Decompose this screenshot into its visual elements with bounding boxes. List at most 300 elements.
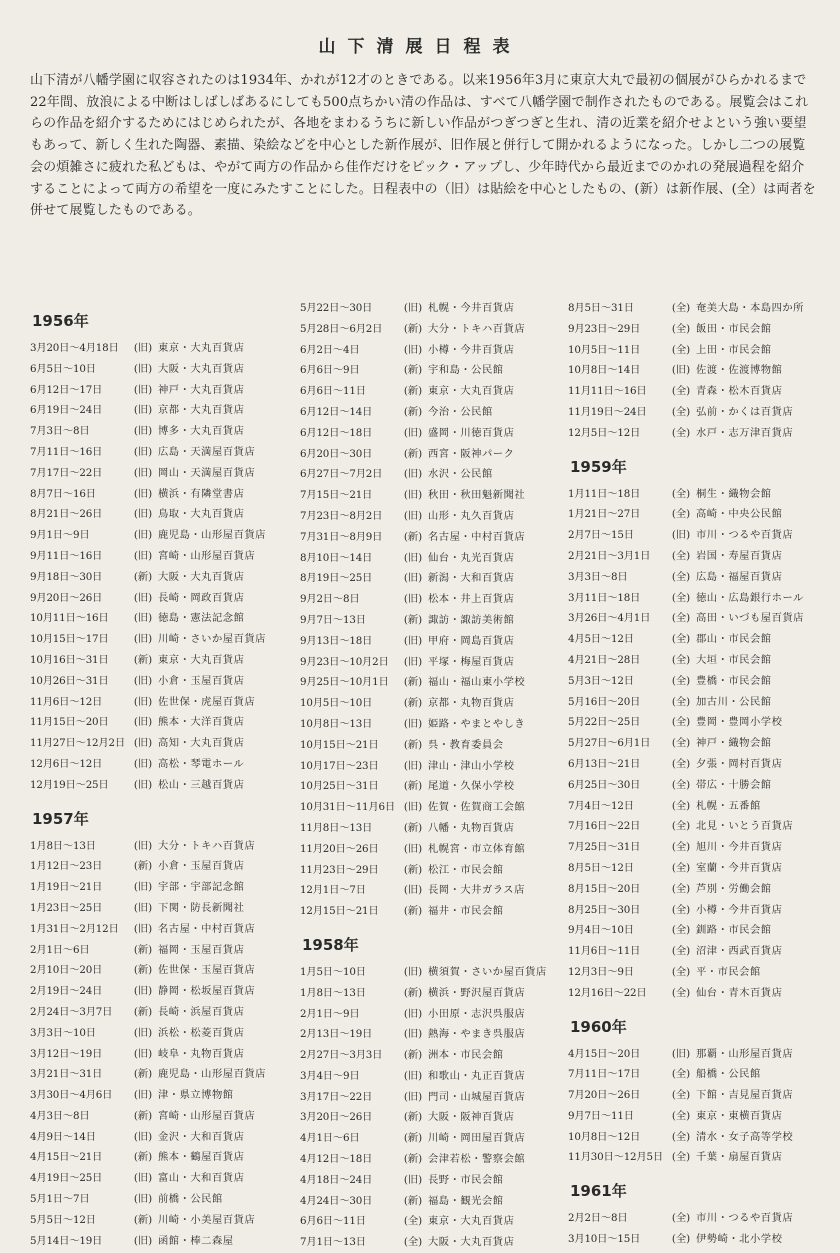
exhibition-type: (全) [671, 695, 691, 708]
venue: 徳山・広島銀行ホール [696, 591, 804, 604]
exhibition-type: (全) [671, 757, 691, 770]
venue: 小田原・志沢呉服店 [428, 1007, 526, 1020]
schedule-row [300, 797, 562, 818]
schedule-date: 3月30日～4月6日 [30, 1089, 113, 1102]
schedule-row [300, 423, 562, 444]
exhibition-type: (全) [671, 1109, 691, 1122]
schedule-date: 2月13日～19日 [300, 1028, 373, 1041]
venue: 郡山・市民会館 [696, 633, 772, 646]
venue: 佐世保・玉屋百貨店 [158, 964, 256, 977]
venue: 徳島・憲法記念館 [158, 612, 245, 625]
venue: 高知・大丸百貨店 [158, 737, 245, 750]
schedule-row [568, 712, 820, 733]
schedule-row [568, 775, 820, 796]
schedule-row [300, 548, 562, 569]
schedule-row [568, 525, 820, 546]
exhibition-type: (全) [671, 1233, 691, 1246]
schedule-date: 9月4日～10日 [568, 924, 634, 937]
venue: 横浜・野沢屋百貨店 [428, 986, 526, 999]
schedule-row [568, 650, 820, 671]
year-heading: 1958年 [302, 935, 359, 954]
year-heading: 1959年 [570, 457, 627, 476]
schedule-date: 5月1日～7日 [30, 1193, 90, 1206]
schedule-row [568, 504, 820, 525]
schedule-date: 4月9日～14日 [30, 1130, 96, 1143]
schedule-column-2 [300, 298, 562, 1253]
exhibition-type: (新) [403, 697, 423, 710]
schedule-date: 9月2日～8日 [300, 593, 360, 606]
venue: 東京・大丸百貨店 [428, 385, 515, 398]
venue: 宮崎・山形屋百貨店 [158, 549, 256, 562]
schedule-date: 9月1日～9日 [30, 529, 90, 542]
schedule-row [30, 1106, 280, 1127]
venue: 長岡・大井ガラス店 [428, 884, 525, 897]
venue: 小樽・今井百貨店 [696, 903, 783, 916]
venue: 岡山・天満屋百貨店 [158, 466, 256, 479]
schedule-row [30, 692, 280, 713]
schedule-date: 5月22日～25日 [568, 716, 641, 729]
exhibition-type: (全) [671, 716, 691, 729]
exhibition-type: (新) [403, 676, 423, 689]
schedule-date: 2月2日～8日 [568, 1212, 628, 1225]
exhibition-type: (新) [403, 863, 423, 876]
schedule-date: 12月5日～12日 [568, 426, 641, 439]
schedule-row [30, 671, 280, 692]
schedule-date: 1月31日～2月12日 [30, 922, 119, 935]
schedule-date: 5月16日～20日 [568, 695, 641, 708]
schedule-date: 8月21日～26日 [30, 508, 103, 521]
exhibition-type: (旧) [133, 674, 153, 687]
exhibition-type: (全) [671, 1130, 691, 1143]
schedule-date: 6月6日～11日 [300, 1215, 366, 1228]
exhibition-type: (旧) [133, 1047, 153, 1060]
schedule-date: 3月26日～4月1日 [568, 612, 651, 625]
venue: 熊本・大洋百貨店 [158, 716, 245, 729]
schedule-row [30, 1044, 280, 1065]
schedule-date: 11月11日～16日 [568, 385, 647, 398]
exhibition-type: (全) [671, 508, 691, 521]
schedule-date: 11月19日～24日 [568, 405, 647, 418]
schedule-row [300, 1170, 562, 1191]
exhibition-type: (旧) [133, 404, 153, 417]
schedule-date: 4月1日～6日 [300, 1132, 360, 1145]
schedule-row [300, 1045, 562, 1066]
schedule-row [30, 733, 280, 754]
schedule-row [300, 901, 562, 922]
venue: 洲本・市民会館 [428, 1049, 504, 1062]
schedule-date: 10月15日～21日 [300, 738, 379, 751]
schedule-date: 2月1日～6日 [30, 943, 90, 956]
schedule-date: 4月19日～25日 [30, 1172, 103, 1185]
schedule-date: 11月23日～29日 [300, 863, 379, 876]
schedule-date: 4月5日～12日 [568, 633, 634, 646]
venue: 旭川・今井百貨店 [696, 841, 783, 854]
venue: 諏訪・諏訪美術館 [428, 613, 515, 626]
exhibition-type: (全) [671, 1089, 691, 1102]
exhibition-type: (旧) [403, 593, 423, 606]
schedule-row [300, 714, 562, 735]
schedule-date: 7月17日～22日 [30, 466, 103, 479]
schedule-row [30, 546, 280, 567]
venue: 市川・つるや百貨店 [696, 529, 794, 542]
schedule-row [568, 733, 820, 754]
schedule-date: 9月11日～16日 [30, 549, 103, 562]
schedule-row [30, 588, 280, 609]
schedule-date: 1月8日～13日 [300, 986, 366, 999]
schedule-row [300, 1066, 562, 1087]
venue: 東京・大丸百貨店 [158, 653, 245, 666]
schedule-row [30, 1168, 280, 1189]
venue: 鹿児島・山形屋百貨店 [158, 529, 266, 542]
schedule-row [30, 421, 280, 442]
venue: 前橋・公民館 [158, 1193, 223, 1206]
exhibition-type: (旧) [403, 759, 423, 772]
exhibition-type: (旧) [133, 425, 153, 438]
venue: 那覇・山形屋百貨店 [696, 1047, 794, 1060]
schedule-date: 8月5日～12日 [568, 861, 634, 874]
schedule-row [300, 693, 562, 714]
schedule-row [300, 506, 562, 527]
schedule-date: 12月16日～22日 [568, 986, 647, 999]
schedule-row [300, 652, 562, 673]
venue: 川崎・小美屋百貨店 [158, 1213, 256, 1226]
exhibition-type: (全) [671, 570, 691, 583]
schedule-row [30, 484, 280, 505]
schedule-row [30, 380, 280, 401]
venue: 名古屋・中村百貨店 [428, 530, 526, 543]
schedule-row [300, 735, 562, 756]
venue: 豊岡・豊岡小学校 [696, 716, 783, 729]
venue: 浜松・松菱百貨店 [158, 1026, 245, 1039]
schedule-date: 4月15日～20日 [568, 1047, 641, 1060]
schedule-row [300, 756, 562, 777]
exhibition-type: (新) [403, 385, 423, 398]
schedule-row [30, 650, 280, 671]
exhibition-type: (全) [671, 861, 691, 874]
schedule-date: 11月6日～12日 [30, 695, 103, 708]
schedule-row [300, 1087, 562, 1108]
venue: 加古川・公民館 [696, 695, 772, 708]
exhibition-type: (全) [671, 322, 691, 335]
schedule-row [30, 463, 280, 484]
exhibition-type: (全) [671, 986, 691, 999]
venue: 富山・大和百貨店 [158, 1172, 245, 1185]
venue: 清水・女子高等学校 [696, 1130, 794, 1143]
exhibition-type: (全) [671, 737, 691, 750]
venue: 高田・いづも屋百貨店 [696, 612, 804, 625]
venue: 和歌山・丸正百貨店 [428, 1069, 526, 1082]
year-heading: 1956年 [32, 312, 89, 330]
schedule-row [30, 919, 280, 940]
schedule-date: 5月5日～12日 [30, 1213, 96, 1226]
schedule-date: 7月20日～26日 [568, 1089, 641, 1102]
exhibition-type: (新) [403, 1153, 423, 1166]
venue: 松本・井上百貨店 [428, 593, 515, 606]
venue: 宇部・宇部記念館 [158, 881, 245, 894]
schedule-row [300, 1149, 562, 1170]
schedule-row [30, 960, 280, 981]
schedule-date: 6月20日～30日 [300, 447, 373, 460]
schedule-date: 3月12日～19日 [30, 1047, 103, 1060]
exhibition-type: (新) [403, 780, 423, 793]
exhibition-type: (新) [403, 613, 423, 626]
schedule-row [300, 962, 562, 983]
schedule-row [568, 298, 820, 319]
venue: 下館・吉見屋百貨店 [696, 1089, 794, 1102]
venue: 佐賀・佐賀商工会館 [428, 801, 526, 814]
venue: 今治・公民館 [428, 405, 493, 418]
schedule-date: 6月6日～9日 [300, 364, 360, 377]
exhibition-type: (新) [133, 570, 153, 583]
venue: 門司・山城屋百貨店 [428, 1090, 526, 1103]
venue: 仙台・青木百貨店 [696, 986, 783, 999]
schedule-date: 11月20日～26日 [300, 842, 379, 855]
schedule-date: 7月23日～8月2日 [300, 509, 383, 522]
schedule-date: 3月3日～8日 [568, 570, 628, 583]
exhibition-type: (旧) [403, 842, 423, 855]
exhibition-type: (新) [403, 1132, 423, 1145]
exhibition-type: (旧) [133, 778, 153, 791]
schedule-row [300, 360, 562, 381]
schedule-date: 8月7日～16日 [30, 487, 96, 500]
schedule-row [568, 1127, 820, 1148]
venue: 大垣・市民会館 [696, 653, 772, 666]
exhibition-type: (全) [671, 633, 691, 646]
schedule-date: 10月15日～17日 [30, 633, 109, 646]
exhibition-type: (旧) [133, 1193, 153, 1206]
schedule-row [30, 856, 280, 877]
schedule-row [568, 1064, 820, 1085]
venue: 広島・福屋百貨店 [696, 570, 783, 583]
schedule-row [568, 962, 820, 983]
schedule-row [30, 359, 280, 380]
schedule-row [300, 485, 562, 506]
schedule-row [568, 402, 820, 423]
venue: 大分・トキハ百貨店 [428, 322, 526, 335]
schedule-date: 8月15日～20日 [568, 882, 641, 895]
schedule-row [300, 1024, 562, 1045]
schedule-row [300, 527, 562, 548]
exhibition-type: (旧) [671, 1047, 691, 1060]
schedule-date: 7月4日～12日 [568, 799, 634, 812]
schedule-row [568, 588, 820, 609]
exhibition-type: (新) [403, 405, 423, 418]
exhibition-type: (新) [403, 986, 423, 999]
schedule-date: 4月21日～28日 [568, 653, 641, 666]
venue: 津山・津山小学校 [428, 759, 515, 772]
venue: 東京・大丸百貨店 [158, 342, 245, 354]
venue: 博多・大丸百貨店 [158, 425, 245, 438]
schedule-row [300, 776, 562, 797]
page-title: 山下清展日程表 [318, 37, 522, 57]
exhibition-type: (全) [671, 653, 691, 666]
schedule-date: 3月11日～18日 [568, 591, 641, 604]
exhibition-type: (新) [403, 1049, 423, 1062]
schedule-date: 1月8日～13日 [30, 839, 96, 852]
venue: 京都・丸物百貨店 [428, 697, 515, 710]
schedule-date: 2月10日～20日 [30, 964, 103, 977]
venue: 会津若松・警察会館 [428, 1153, 526, 1166]
exhibition-type: (旧) [133, 1130, 153, 1143]
exhibition-type: (旧) [133, 383, 153, 396]
schedule-row [30, 836, 280, 857]
schedule-row [30, 1023, 280, 1044]
exhibition-type: (全) [671, 426, 691, 439]
schedule-row [568, 879, 820, 900]
schedule-date: 5月14日～19日 [30, 1234, 103, 1247]
schedule-column-3 [568, 298, 820, 1250]
schedule-row [30, 1189, 280, 1210]
venue: 千葉・扇屋百貨店 [696, 1151, 783, 1164]
schedule-row [568, 319, 820, 340]
venue: 平・市民会館 [696, 965, 761, 978]
schedule-date: 12月3日～9日 [568, 965, 634, 978]
venue: 佐世保・虎屋百貨店 [158, 695, 256, 708]
venue: 北見・いとう百貨店 [696, 820, 794, 833]
schedule-date: 1月5日～10日 [300, 965, 366, 978]
schedule-row [300, 860, 562, 881]
venue: 飯田・市民会館 [696, 322, 772, 335]
schedule-date: 12月1日～7日 [300, 884, 366, 897]
schedule-date: 10月16日～31日 [30, 653, 109, 666]
venue: 上田・市民会館 [696, 343, 772, 356]
schedule-date: 9月7日～11日 [568, 1109, 634, 1122]
venue: 横須賀・さいか屋百貨店 [428, 965, 547, 978]
venue: 室蘭・今井百貨店 [696, 861, 783, 874]
exhibition-type: (旧) [671, 364, 691, 377]
schedule-row [568, 360, 820, 381]
exhibition-type: (新) [133, 1068, 153, 1081]
schedule-row [568, 920, 820, 941]
exhibition-type: (旧) [403, 634, 423, 647]
schedule-date: 9月18日～30日 [30, 570, 103, 583]
exhibition-type: (旧) [133, 466, 153, 479]
venue: 水戸・志万津百貨店 [696, 426, 794, 439]
schedule-row [568, 858, 820, 879]
exhibition-type: (旧) [133, 529, 153, 542]
schedule-date: 1月12日～23日 [30, 860, 103, 873]
exhibition-type: (全) [671, 1068, 691, 1081]
venue: 広島・天満屋百貨店 [158, 445, 256, 458]
venue: 長崎・岡政百貨店 [158, 591, 245, 604]
venue: 大阪・大丸百貨店 [158, 570, 245, 583]
venue: 盛岡・川徳百貨店 [428, 426, 515, 439]
venue: 岩国・寿屋百貨店 [696, 549, 783, 562]
schedule-row [30, 1127, 280, 1148]
exhibition-type: (旧) [133, 922, 153, 935]
exhibition-type: (旧) [403, 655, 423, 668]
schedule-date: 9月23日～29日 [568, 322, 641, 335]
venue: 神戸・織物会館 [696, 737, 772, 750]
schedule-column-1 [30, 298, 280, 1251]
venue: 尾道・久保小学校 [428, 780, 515, 793]
venue: 名古屋・中村百貨店 [158, 922, 256, 935]
schedule-row [300, 610, 562, 631]
exhibition-type: (旧) [403, 884, 423, 897]
exhibition-type: (旧) [133, 695, 153, 708]
schedule-date: 10月25日～31日 [300, 780, 379, 793]
exhibition-type: (旧) [403, 1007, 423, 1020]
exhibition-type: (旧) [403, 509, 423, 522]
exhibition-type: (旧) [403, 468, 423, 481]
exhibition-type: (旧) [133, 508, 153, 521]
venue: 東京・大丸百貨店 [428, 1215, 515, 1228]
venue: 函館・棒二森屋 [158, 1234, 234, 1247]
schedule-row [300, 880, 562, 901]
exhibition-type: (旧) [133, 633, 153, 646]
venue: 宮崎・山形屋百貨店 [158, 1109, 256, 1122]
exhibition-type: (旧) [133, 1089, 153, 1102]
venue: 市川・つるや百貨店 [696, 1212, 794, 1225]
schedule-date: 9月23日～10月2日 [300, 655, 389, 668]
venue: 札幌・五番館 [696, 799, 761, 812]
venue: 松江・市民会館 [428, 863, 504, 876]
venue: 帯広・十勝会館 [696, 778, 772, 791]
schedule-row [30, 567, 280, 588]
exhibition-type: (全) [671, 549, 691, 562]
exhibition-type: (旧) [133, 1026, 153, 1039]
schedule-date: 2月21日～3月1日 [568, 549, 651, 562]
schedule-date: 9月20日～26日 [30, 591, 103, 604]
exhibition-type: (旧) [133, 487, 153, 500]
venue: 札幌宮・市立体育館 [428, 842, 526, 855]
venue: 弘前・かくは百貨店 [696, 405, 794, 418]
schedule-row [568, 629, 820, 650]
schedule-row [568, 1147, 820, 1168]
schedule-date: 1月11日～18日 [568, 487, 641, 500]
exhibition-type: (全) [671, 882, 691, 895]
schedule-date: 12月19日～25日 [30, 778, 109, 791]
schedule-row [568, 567, 820, 588]
venue: 岐阜・丸物百貨店 [158, 1047, 245, 1060]
schedule-date: 6月12日～17日 [30, 383, 103, 396]
exhibition-type: (旧) [133, 549, 153, 562]
venue: 小倉・玉屋百貨店 [158, 860, 245, 873]
schedule-row [568, 941, 820, 962]
schedule-date: 3月4日～9日 [300, 1069, 360, 1082]
venue: 仙台・丸光百貨店 [428, 551, 515, 564]
schedule-date: 10月26日～31日 [30, 674, 109, 687]
exhibition-type: (旧) [403, 572, 423, 585]
exhibition-type: (旧) [671, 529, 691, 542]
schedule-row [300, 672, 562, 693]
exhibition-type: (新) [403, 1194, 423, 1207]
exhibition-type: (旧) [403, 489, 423, 502]
intro-text: 山下清が八幡学園に収容されたのは1934年、かれが12才のときである。以来1956年3月に東京大丸で最初の個展がひらかれるまで22年間、放浪による中断はしばしばあるにしても500点ちかい清の作品は、すべて八幡学園で制作されたものである。展覧会はこれらの作品を紹介するためにはじめられたが、各地をまわるうちに新しい作品がつぎつぎと生れ、清の近業を紹介せよという強い要望もあって、新しく生れた陶器、素描、染絵などを中心とした新作展が、旧作展と併行して開かれるようになった。しかし二つの展覧会の煩雑さに疲れた私どもは、やがて両方の作品から佳作だけをピック・アップし、少年時代から最近までのかれの発展過程を紹介することによって両方の希望を一度にみたすことにした。日程表中の（旧）は貼絵を中心としたもの、(新）は新作展、(全）は両者を併せて展覧したものである。 [30, 73, 816, 219]
schedule-row [30, 1210, 280, 1231]
exhibition-type: (全) [671, 841, 691, 854]
venue: 豊橋・市民会館 [696, 674, 772, 687]
venue: 高松・琴電ホール [158, 757, 245, 770]
schedule-date: 11月27日～12月2日 [30, 737, 125, 750]
schedule-date: 6月6日～11日 [300, 385, 366, 398]
exhibition-type: (新) [403, 821, 423, 834]
venue: 平塚・梅屋百貨店 [428, 655, 515, 668]
schedule-date: 4月18日～24日 [300, 1173, 373, 1186]
schedule-date: 7月1日～13日 [300, 1236, 366, 1249]
exhibition-type: (全) [671, 924, 691, 937]
venue: 松山・三越百貨店 [158, 778, 245, 791]
venue: 長崎・浜屋百貨店 [158, 1005, 245, 1018]
schedule-row [300, 1004, 562, 1025]
intro-paragraph [30, 70, 816, 222]
exhibition-type: (全) [671, 1151, 691, 1164]
schedule-date: 11月30日～12月5日 [568, 1151, 663, 1164]
schedule-row [568, 1085, 820, 1106]
schedule-date: 8月25日～30日 [568, 903, 641, 916]
schedule-row [30, 1002, 280, 1023]
venue: 姫路・やまとやしき [428, 717, 526, 730]
